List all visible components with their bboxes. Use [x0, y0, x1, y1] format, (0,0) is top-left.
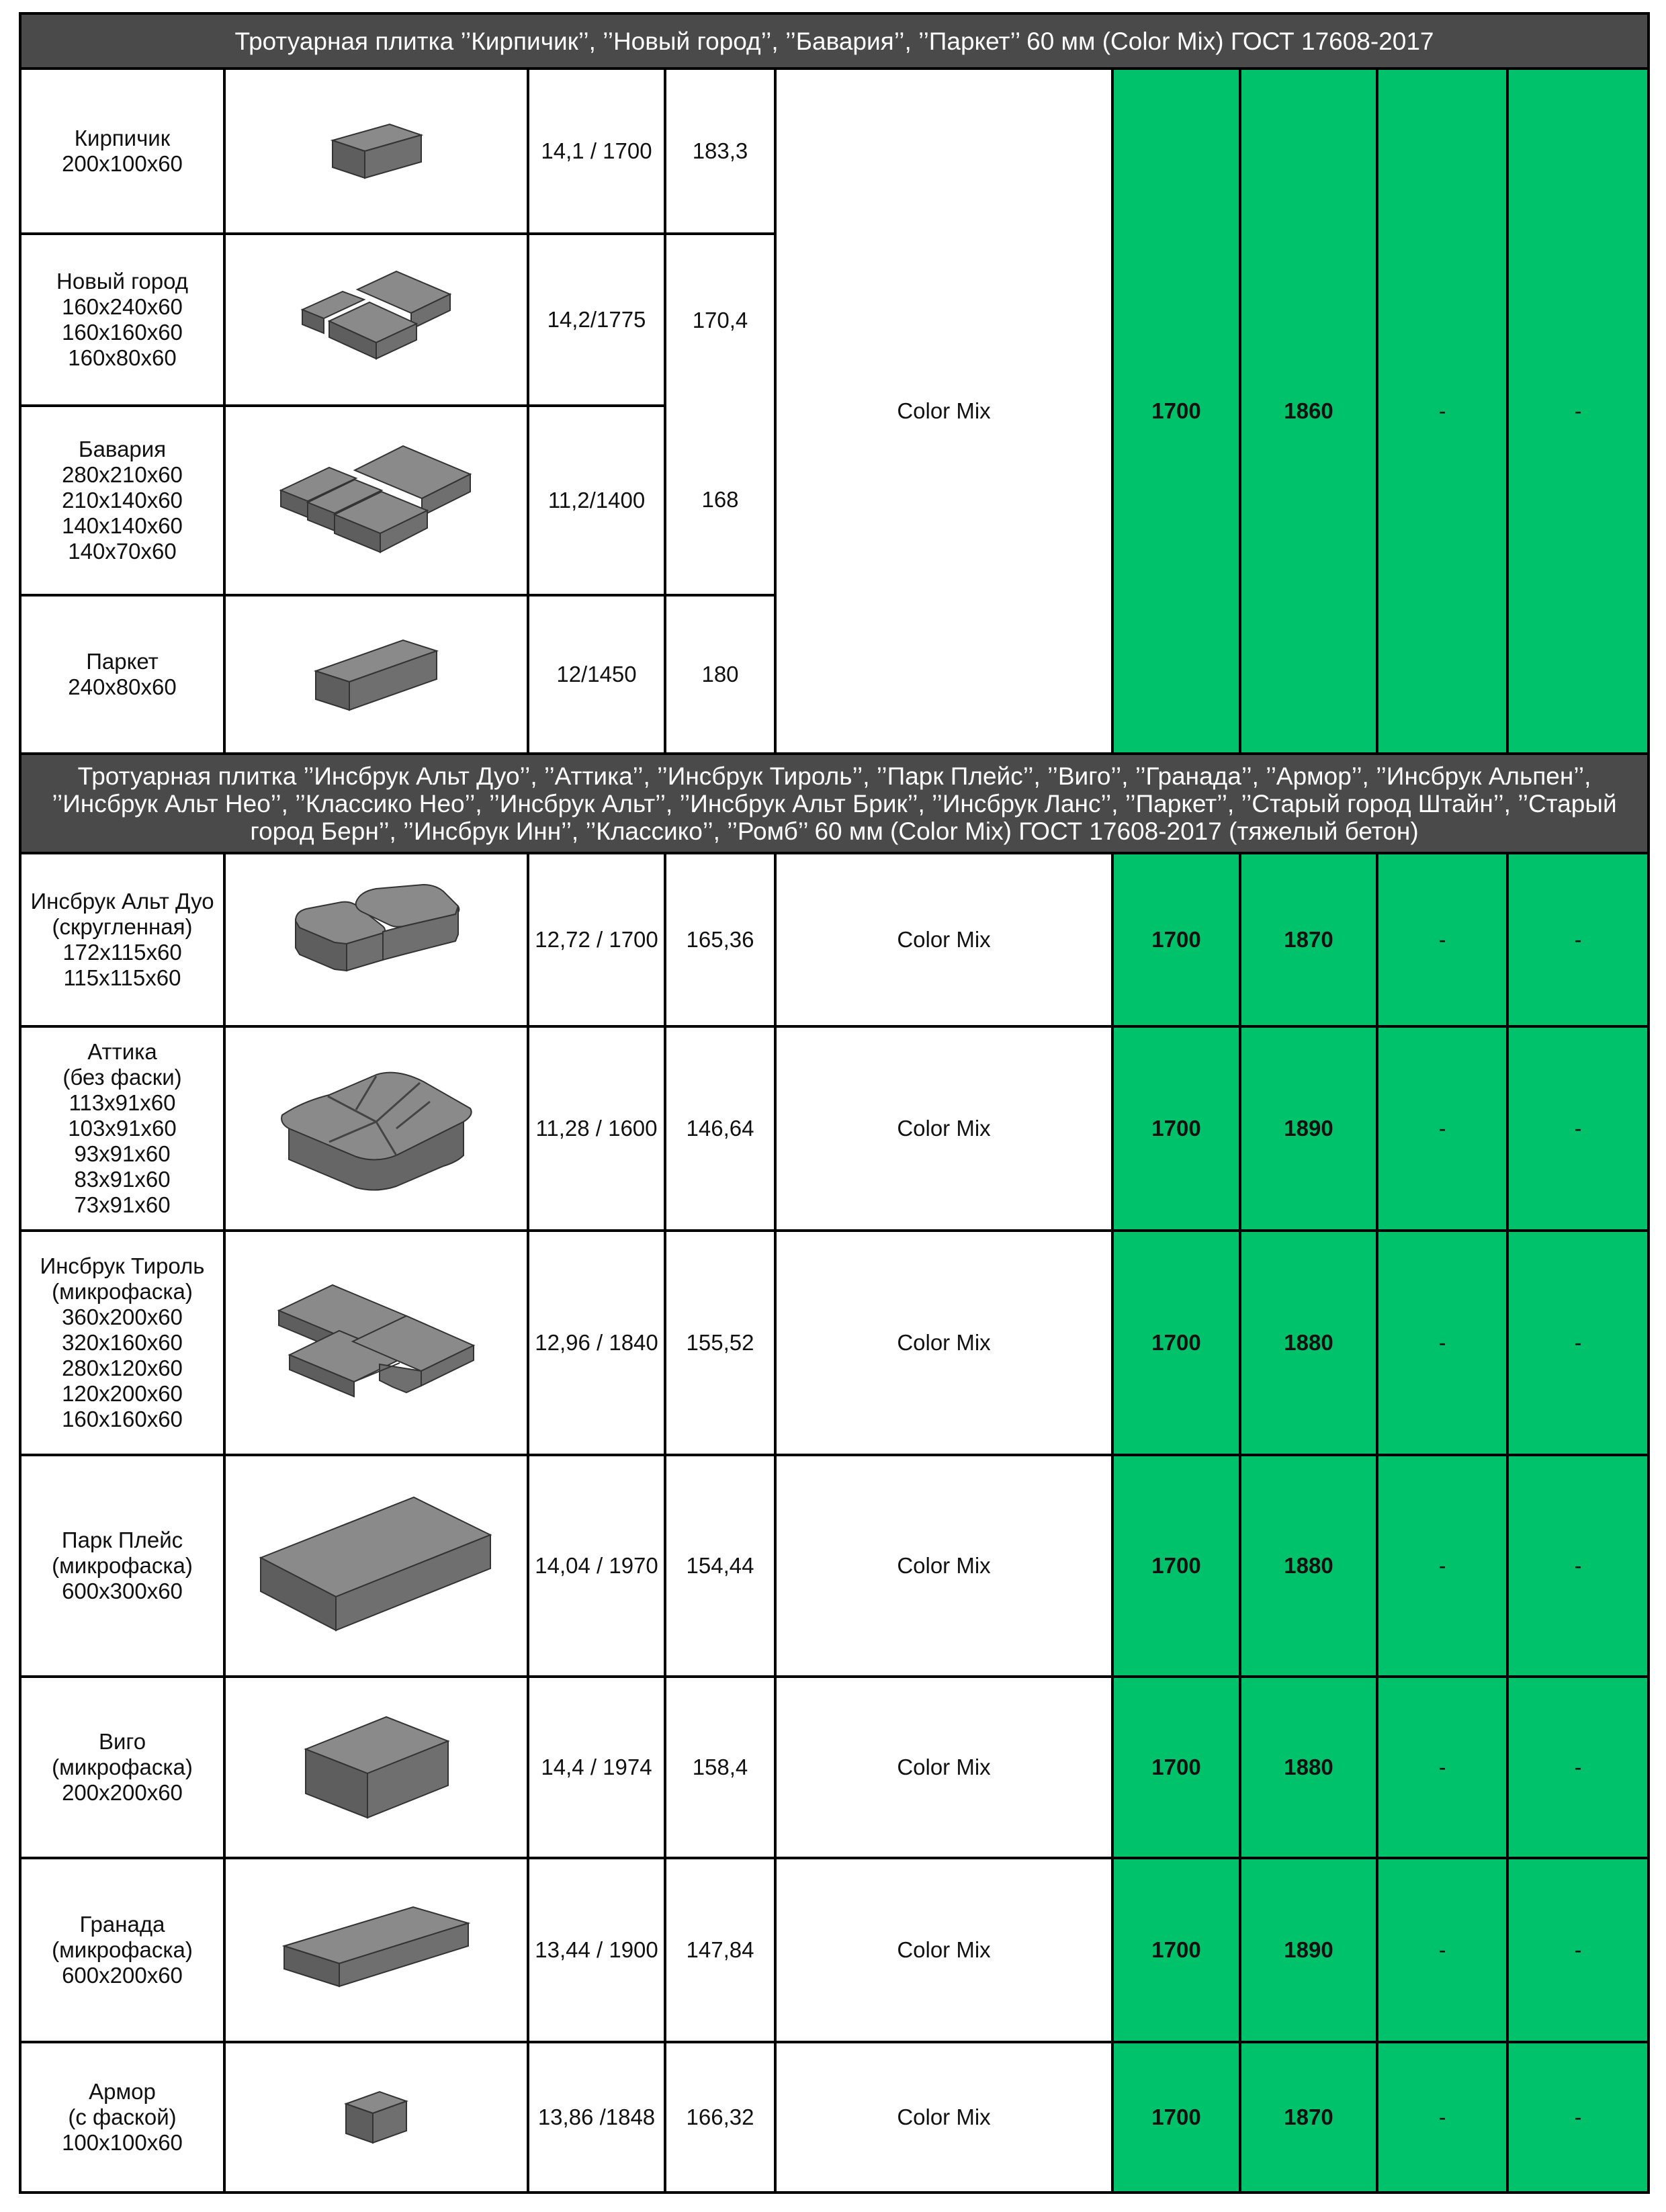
product-image [224, 1677, 528, 1858]
price-cell: - [1507, 1858, 1649, 2042]
armor-tile-icon [339, 2084, 413, 2151]
price-cell: - [1507, 1231, 1649, 1455]
product-name: Инсбрук Тироль (микрофаска) 360х200х60 320х160х60 280х120х60 120х200х60 160х160х60 [20, 1231, 224, 1455]
product-name: Армор (с фаской) 100х100х60 [20, 2042, 224, 2193]
weight-cell: 13,44 / 1900 [528, 1858, 665, 2042]
product-image [224, 1455, 528, 1677]
price-cell: 1880 [1240, 1455, 1377, 1677]
granada-tile-icon [279, 1903, 474, 1997]
product-image [224, 1858, 528, 2042]
product-image [224, 2042, 528, 2193]
price-cell: 1880 [1240, 1677, 1377, 1858]
weight-cell: 12,72 / 1700 [528, 853, 665, 1026]
price-cell: 1870 [1240, 2042, 1377, 2193]
price-cell: 1700 [1112, 69, 1240, 754]
price-cell: - [1507, 1026, 1649, 1231]
price-cell: 1700 [1112, 1455, 1240, 1677]
qty-cell: 170,4 [665, 234, 775, 406]
price-cell: - [1507, 853, 1649, 1026]
product-name: Новый город 160х240х60 160х160х60 160х80х60 [20, 234, 224, 406]
product-image [224, 595, 528, 754]
price-cell: - [1377, 1455, 1507, 1677]
product-name: Инсбрук Альт Дуо (скругленная) 172х115х60 115х115х60 [20, 853, 224, 1026]
weight-cell: 14,2/1775 [528, 234, 665, 406]
product-image [224, 853, 528, 1026]
weight-cell: 11,28 / 1600 [528, 1026, 665, 1231]
price-cell: 1700 [1112, 2042, 1240, 2193]
weight-cell: 14,4 / 1974 [528, 1677, 665, 1858]
insbruk-alt-duo-tile-icon [282, 879, 470, 1000]
product-image [224, 234, 528, 406]
price-cell: 1870 [1240, 853, 1377, 1026]
color-cell: Color Mix [775, 1677, 1112, 1858]
section-header: Тротуарная плитка ’’Инсбрук Альт Дуо’’, ’’Аттика’’, ’’Инсбрук Тироль’’, ’’Парк Плейс’’, ’’Виго’’, ’’Гранада’’, ’’Армор’’, ’’Инсбрук Альпен’’, ’’Инсбрук Альт Нео’’, ’’Классико Нео’’, ’’Инсбрук Альт’’, ’’Инсбрук Альт Брик’’, ’’Инсбрук Ланс’’, ’’Паркет’’, ’’Старый город Штайн’’, ’’Старый город Берн’’, ’’Инсбрук Инн’’, ’’Классико’’, ’’Ромб’’ 60 мм (Color Mix) ГОСТ 17608-2017 (тяжелый бетон) [20, 754, 1649, 853]
price-cell: 1700 [1112, 1858, 1240, 2042]
product-name: Аттика (без фаски) 113х91х60 103х91х60 93х91х60 83х91х60 73х91х60 [20, 1026, 224, 1231]
weight-cell: 12,96 / 1840 [528, 1231, 665, 1455]
weight-cell: 13,86 /1848 [528, 2042, 665, 2193]
qty-cell: 147,84 [665, 1858, 775, 2042]
price-cell: - [1377, 2042, 1507, 2193]
color-cell: Color Mix [775, 1455, 1112, 1677]
product-name: Кирпичик 200х100х60 [20, 69, 224, 234]
price-cell: - [1507, 2042, 1649, 2193]
product-name: Виго (микрофаска) 200х200х60 [20, 1677, 224, 1858]
color-cell: Color Mix [775, 1026, 1112, 1231]
weight-cell: 14,04 / 1970 [528, 1455, 665, 1677]
price-cell: - [1377, 853, 1507, 1026]
price-cell: - [1377, 1858, 1507, 2042]
vigo-tile-icon [299, 1710, 453, 1824]
product-image [224, 1231, 528, 1455]
price-cell: 1860 [1240, 69, 1377, 754]
product-image [224, 1026, 528, 1231]
novy-gorod-tile-icon [296, 259, 457, 380]
price-cell: - [1377, 69, 1507, 754]
qty-cell: 154,44 [665, 1455, 775, 1677]
product-name: Парк Плейс (микрофаска) 600х300х60 [20, 1455, 224, 1677]
qty-cell: 165,36 [665, 853, 775, 1026]
product-image [224, 406, 528, 595]
brick-tile-icon [326, 119, 427, 183]
weight-cell: 11,2/1400 [528, 406, 665, 595]
price-cell: - [1377, 1677, 1507, 1858]
qty-cell: 166,32 [665, 2042, 775, 2193]
price-cell: 1700 [1112, 1026, 1240, 1231]
price-cell: 1890 [1240, 1026, 1377, 1231]
product-name: Бавария 280х210х60 210х140х60 140х140х60 140х70х60 [20, 406, 224, 595]
weight-cell: 12/1450 [528, 595, 665, 754]
color-cell: Color Mix [775, 2042, 1112, 2193]
price-cell: - [1507, 1677, 1649, 1858]
price-cell: 1700 [1112, 853, 1240, 1026]
qty-cell: 158,4 [665, 1677, 775, 1858]
color-cell: Color Mix [775, 1858, 1112, 2042]
price-cell: 1890 [1240, 1858, 1377, 2042]
price-cell: - [1377, 1026, 1507, 1231]
qty-cell: 183,3 [665, 69, 775, 234]
insbruk-tirol-tile-icon [272, 1276, 480, 1410]
price-cell: - [1507, 1455, 1649, 1677]
color-cell: Color Mix [775, 1231, 1112, 1455]
product-name: Гранада (микрофаска) 600х200х60 [20, 1858, 224, 2042]
parket-tile-icon [309, 631, 443, 718]
park-pleis-tile-icon [255, 1492, 497, 1640]
qty-cell: 180 [665, 595, 775, 754]
color-cell: Color Mix [775, 69, 1112, 754]
attika-tile-icon [275, 1061, 477, 1196]
color-cell: Color Mix [775, 853, 1112, 1026]
section-header: Тротуарная плитка ’’Кирпичик’’, ’’Новый город’’, ’’Бавария’’, ’’Паркет’’ 60 мм (Color Mix) ГОСТ 17608-2017 [20, 13, 1649, 69]
weight-cell: 14,1 / 1700 [528, 69, 665, 234]
price-cell: 1880 [1240, 1231, 1377, 1455]
qty-cell: 155,52 [665, 1231, 775, 1455]
product-name: Паркет 240х80х60 [20, 595, 224, 754]
price-table [19, 12, 1650, 2194]
price-cell: - [1507, 69, 1649, 754]
bavaria-tile-icon [275, 430, 477, 571]
price-cell: 1700 [1112, 1677, 1240, 1858]
qty-cell: 168 [665, 406, 775, 595]
qty-cell: 146,64 [665, 1026, 775, 1231]
price-cell: 1700 [1112, 1231, 1240, 1455]
product-image [224, 69, 528, 234]
price-cell: - [1377, 1231, 1507, 1455]
